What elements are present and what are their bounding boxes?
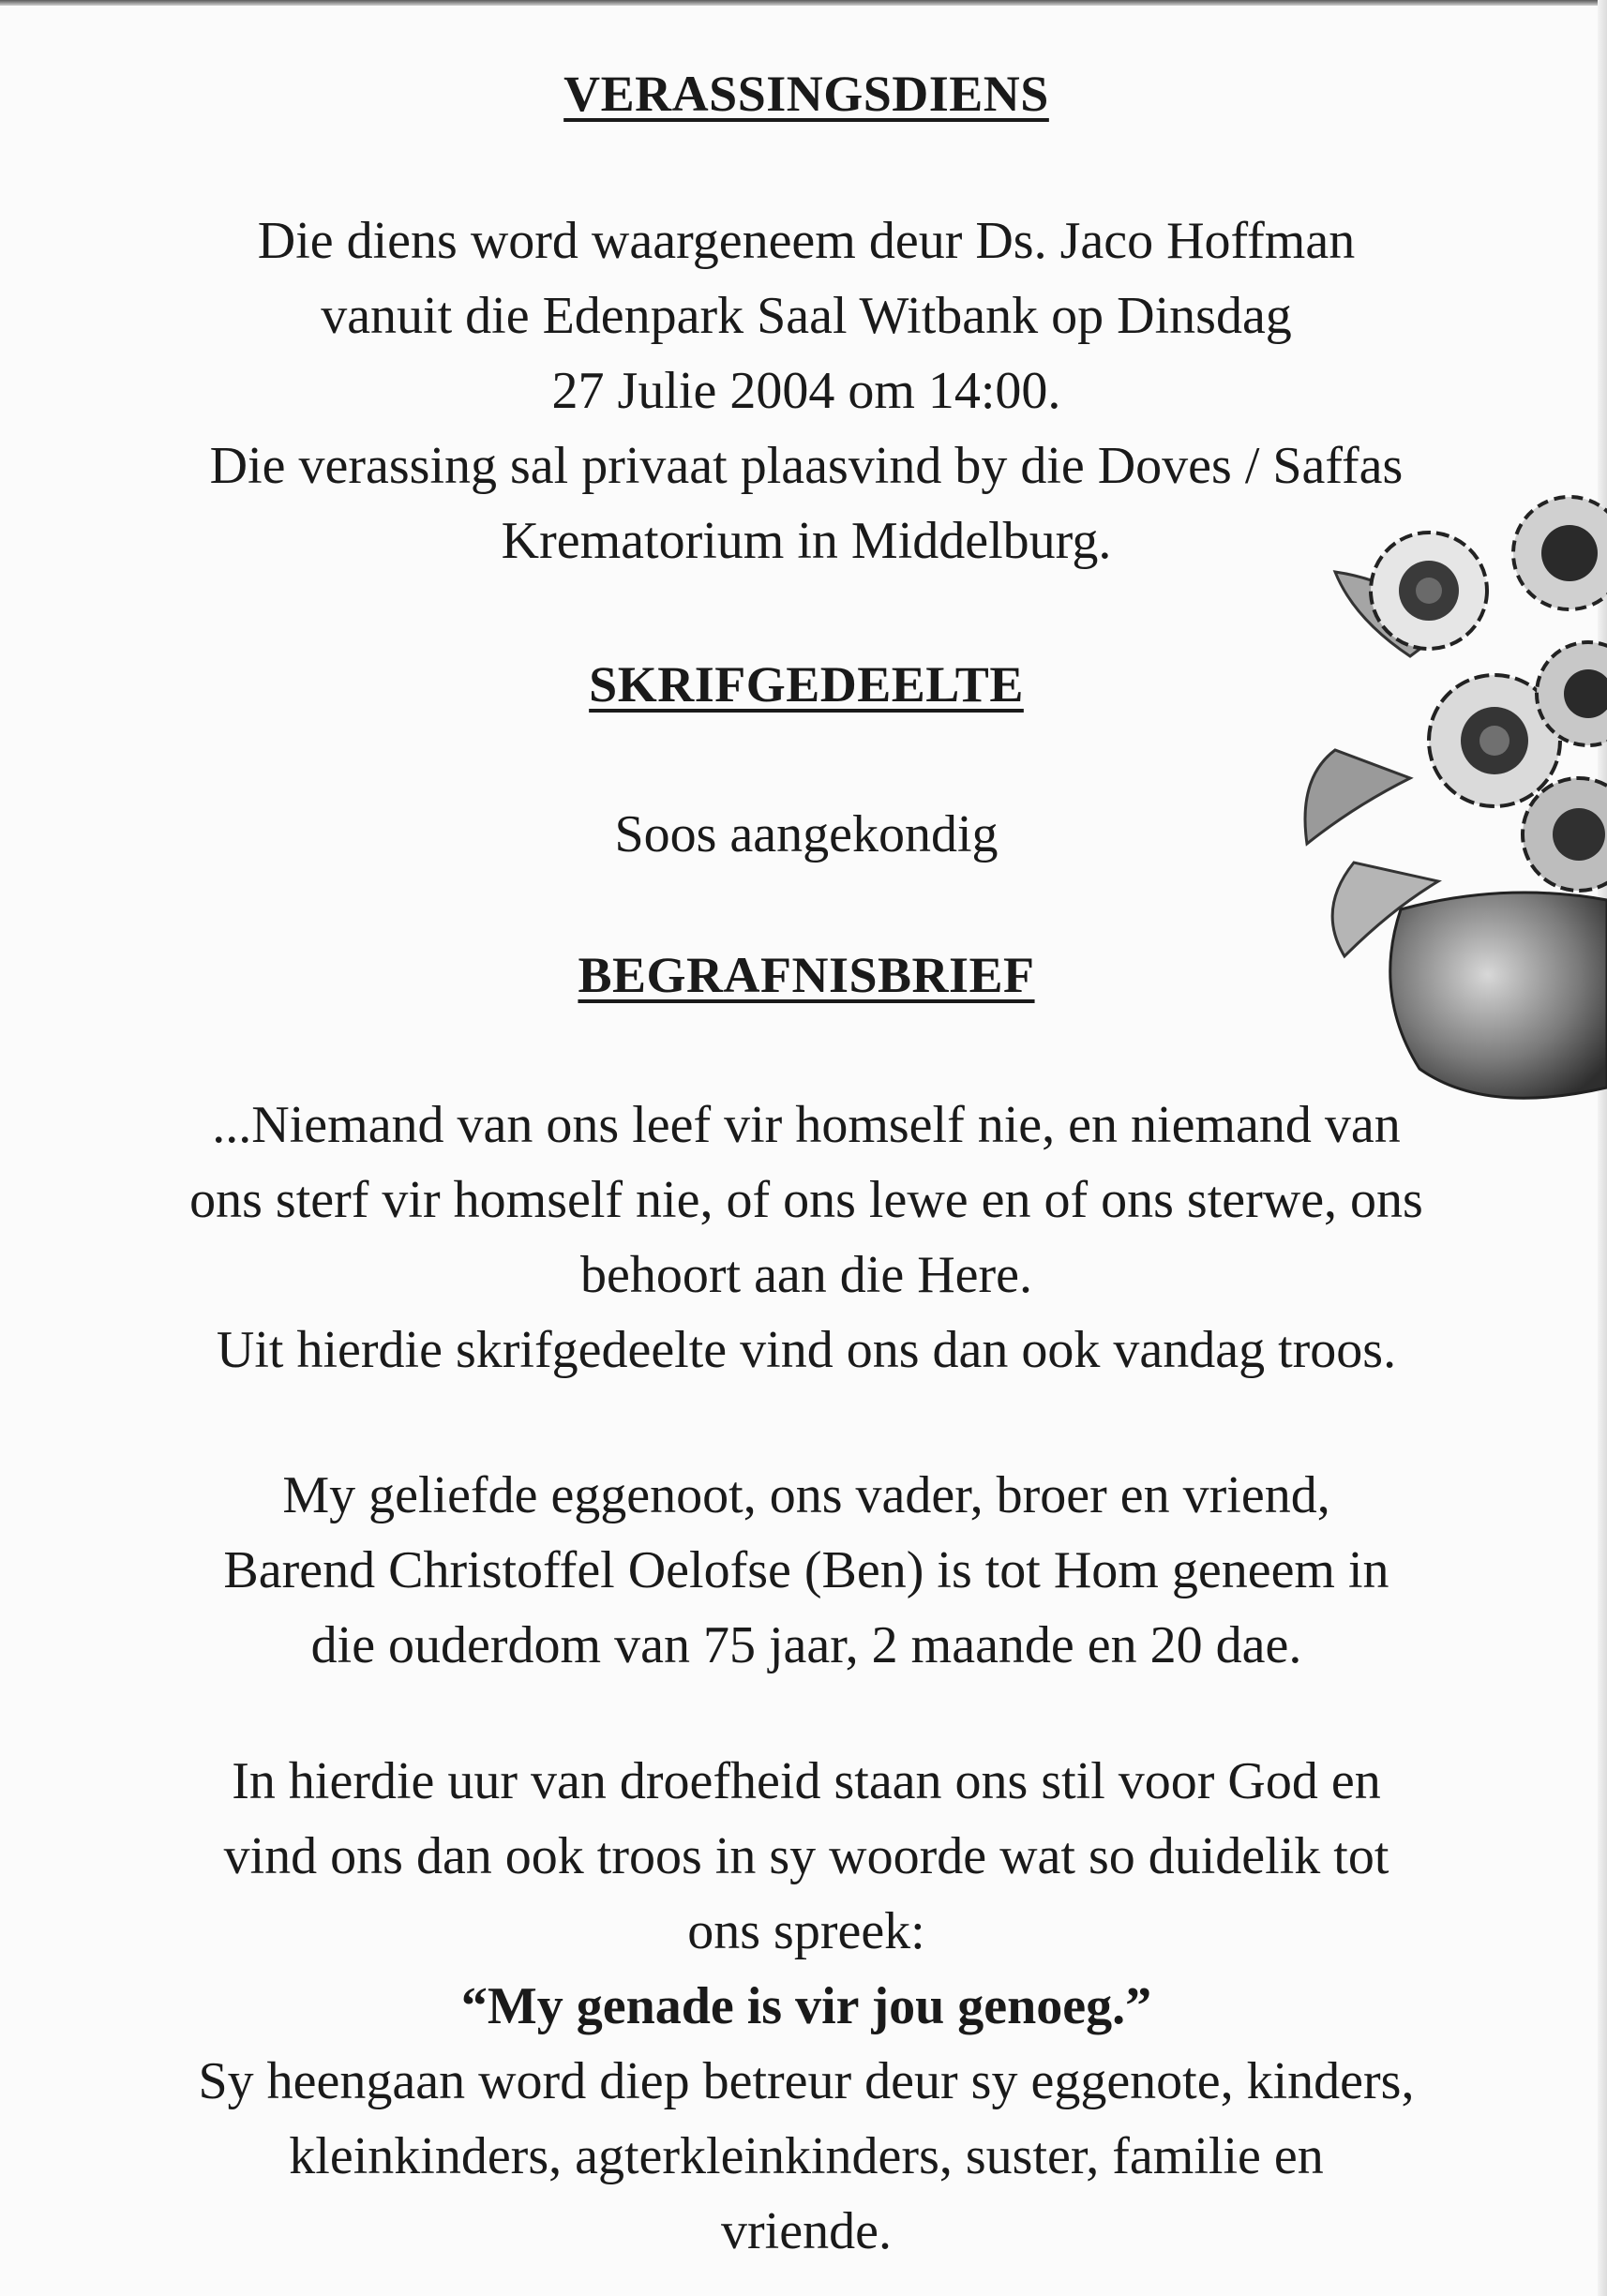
letter-line: ...Niemand van ons leef vir homself nie, en niemand van	[212, 1096, 1401, 1154]
letter-line: Barend Christoffel Oelofse (Ben) is tot Hom geneem in	[223, 1541, 1389, 1599]
letter-heading: BEGRAFNISBRIEF	[578, 947, 1035, 1003]
page-right-edge	[1598, 0, 1607, 2296]
letter-line: kleinkinders, agterkleinkinders, suster, familie en	[289, 2127, 1324, 2185]
scripture-text: Soos aangekondig	[614, 805, 999, 863]
page-top-edge	[0, 0, 1607, 6]
letter-quote: “My genade is vir jou genoeg.”	[460, 1977, 1152, 2035]
cremation-line: Die diens word waargeneem deur Ds. Jaco Hoffman	[257, 212, 1356, 270]
cremation-line: Die verassing sal privaat plaasvind by die Doves / Saffas	[209, 437, 1404, 495]
cremation-line: 27 Julie 2004 om 14:00.	[551, 362, 1061, 420]
letter-line: vind ons dan ook troos in sy woorde wat so duidelik tot	[223, 1827, 1389, 1885]
letter-line: In hierdie uur van droefheid staan ons stil voor God en	[232, 1752, 1381, 1810]
sunflower-vase-icon	[1298, 469, 1607, 1106]
letter-paragraph-1	[131, 1088, 1481, 1388]
letter-paragraph-3	[131, 1744, 1481, 2269]
letter-paragraph-2	[131, 1458, 1481, 1683]
cremation-heading: VERASSINGSDIENS	[563, 66, 1049, 122]
letter-line: Sy heengaan word diep betreur deur sy eggenote, kinders,	[198, 2052, 1415, 2110]
cremation-line: Krematorium in Middelburg.	[501, 512, 1112, 570]
cremation-details	[131, 203, 1481, 578]
letter-line: ons sterf vir homself nie, of ons lewe en of ons sterwe, ons	[189, 1171, 1423, 1229]
cremation-section	[131, 56, 1481, 131]
letter-line: behoort aan die Here.	[580, 1246, 1032, 1304]
letter-line: die ouderdom van 75 jaar, 2 maande en 20 dae.	[310, 1616, 1302, 1674]
letter-line: vriende.	[721, 2202, 892, 2260]
cremation-line: vanuit die Edenpark Saal Witbank op Dinsdag	[321, 287, 1292, 345]
scripture-heading: SKRIFGEDEELTE	[589, 656, 1024, 713]
letter-line: ons spreek:	[687, 1902, 925, 1960]
letter-line: Uit hierdie skrifgedeelte vind ons dan ook vandag troos.	[216, 1321, 1397, 1379]
scripture-body	[131, 797, 1481, 872]
letter-section	[131, 938, 1481, 1013]
letter-line: My geliefde eggenoot, ons vader, broer en vriend,	[282, 1466, 1330, 1524]
scripture-section	[131, 647, 1481, 722]
